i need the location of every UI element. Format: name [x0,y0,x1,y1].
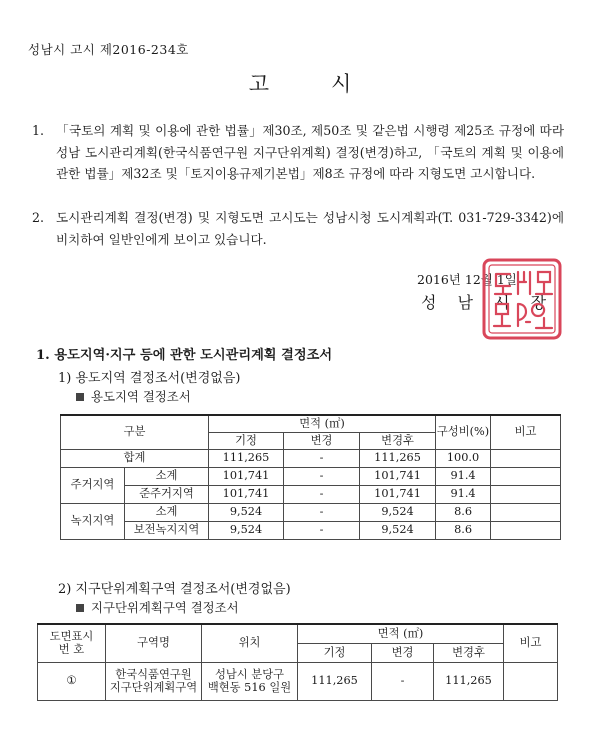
subsection-heading: 1) 용도지역 결정조서(변경없음) [58,371,241,386]
cell-change: - [284,450,360,468]
cell-map-number: ① [38,663,106,701]
cell-change: - [372,663,434,701]
paragraph-number: 2. [32,210,45,225]
cell-existing: 111,265 [298,663,372,701]
cell-note [491,486,561,504]
cell-existing: 101,741 [209,486,284,504]
mayor-signature: 성 남 시 장 [421,293,555,312]
cell-zone: 한국식품연구원 지구단위계획구역 [106,663,202,701]
square-bullet-icon [76,393,84,401]
col-header-note: 비고 [491,415,561,450]
table-row [61,468,561,486]
col-header-existing: 기정 [209,433,284,450]
cell-after: 101,741 [360,468,436,486]
district-plan-table [37,623,558,701]
cell-existing: 101,741 [209,468,284,486]
cell-location: 성남시 분당구 백현동 516 일원 [202,663,298,701]
cell-note [491,504,561,522]
notice-number: 성남시 고시 제2016-234호 [28,42,189,57]
col-header-note: 비고 [504,624,558,663]
cell-existing: 9,524 [209,522,284,540]
table-row [38,663,558,701]
cell-ratio: 100.0 [436,450,491,468]
row-label: 보전녹지지역 [125,522,209,540]
cell-after: 101,741 [360,486,436,504]
cell-note [491,522,561,540]
paragraph-text: 도시관리계획 결정(변경) 및 지형도면 고시도는 성남시청 도시계획과(T. 031-729-3342)에 비치하여 일반인에게 보이고 있습니다. [56,210,564,247]
col-header-location: 위치 [202,624,298,663]
bullet-heading: 용도지역 결정조서 [76,387,191,405]
paragraph-1 [32,120,564,185]
table-row [61,486,561,504]
col-header-zone: 구역명 [106,624,202,663]
cell-after: 9,524 [360,522,436,540]
row-label: 준주거지역 [125,486,209,504]
subsection-heading: 2) 지구단위계획구역 결정조서(변경없음) [58,582,291,597]
title-char-left: 고 [248,72,269,96]
title-char-right: 시 [331,72,352,96]
col-header-map-number: 도면표시 번 호 [38,624,106,663]
zoning-table [60,414,561,540]
row-label: 소계 [125,468,209,486]
col-header-after: 변경후 [434,644,504,663]
row-label: 합계 [61,450,209,468]
cell-ratio: 8.6 [436,504,491,522]
table-row [61,504,561,522]
cell-note [491,468,561,486]
cell-ratio: 91.4 [436,468,491,486]
col-header-after: 변경후 [360,433,436,450]
official-seal-icon [482,258,562,340]
cell-existing: 9,524 [209,504,284,522]
row-label: 소계 [125,504,209,522]
cell-existing: 111,265 [209,450,284,468]
cell-after: 9,524 [360,504,436,522]
col-header-ratio: 구성비(%) [436,415,491,450]
col-header-area: 면적 (㎡) [298,624,504,644]
cell-change: - [284,504,360,522]
table-row [61,450,561,468]
col-header-category: 구분 [61,415,209,450]
col-header-change: 변경 [284,433,360,450]
bullet-heading: 지구단위계획구역 결정조서 [76,598,239,616]
table-row [61,522,561,540]
cell-note [491,450,561,468]
col-header-existing: 기정 [298,644,372,663]
page-title [0,68,600,98]
cell-note [504,663,558,701]
cell-change: - [284,486,360,504]
row-group-label: 녹지지역 [61,504,125,540]
square-bullet-icon [76,604,84,612]
notice-date: 2016년 12월 1일 [417,272,517,287]
col-header-area: 면적 (㎡) [209,415,436,433]
cell-ratio: 8.6 [436,522,491,540]
paragraph-number: 1. [32,123,45,138]
cell-after: 111,265 [434,663,504,701]
cell-ratio: 91.4 [436,486,491,504]
cell-after: 111,265 [360,450,436,468]
section-heading: 1. 용도지역·지구 등에 관한 도시관리계획 결정조서 [36,348,333,363]
col-header-change: 변경 [372,644,434,663]
cell-change: - [284,468,360,486]
cell-change: - [284,522,360,540]
paragraph-2 [32,207,564,250]
paragraph-text: 「국토의 계획 및 이용에 관한 법률」제30조, 제50조 및 같은법 시행령 제25조 규정에 따라 성남 도시관리계획(한국식품연구원 지구단위계획) 결정(변경)하고, 「국토의 계획 및 이용에 관한 법률」제32조 및「토지이용규제기본법」제8조 규정에 따라 지형도면 고시합니다. [56,123,564,181]
row-group-label: 주거지역 [61,468,125,504]
